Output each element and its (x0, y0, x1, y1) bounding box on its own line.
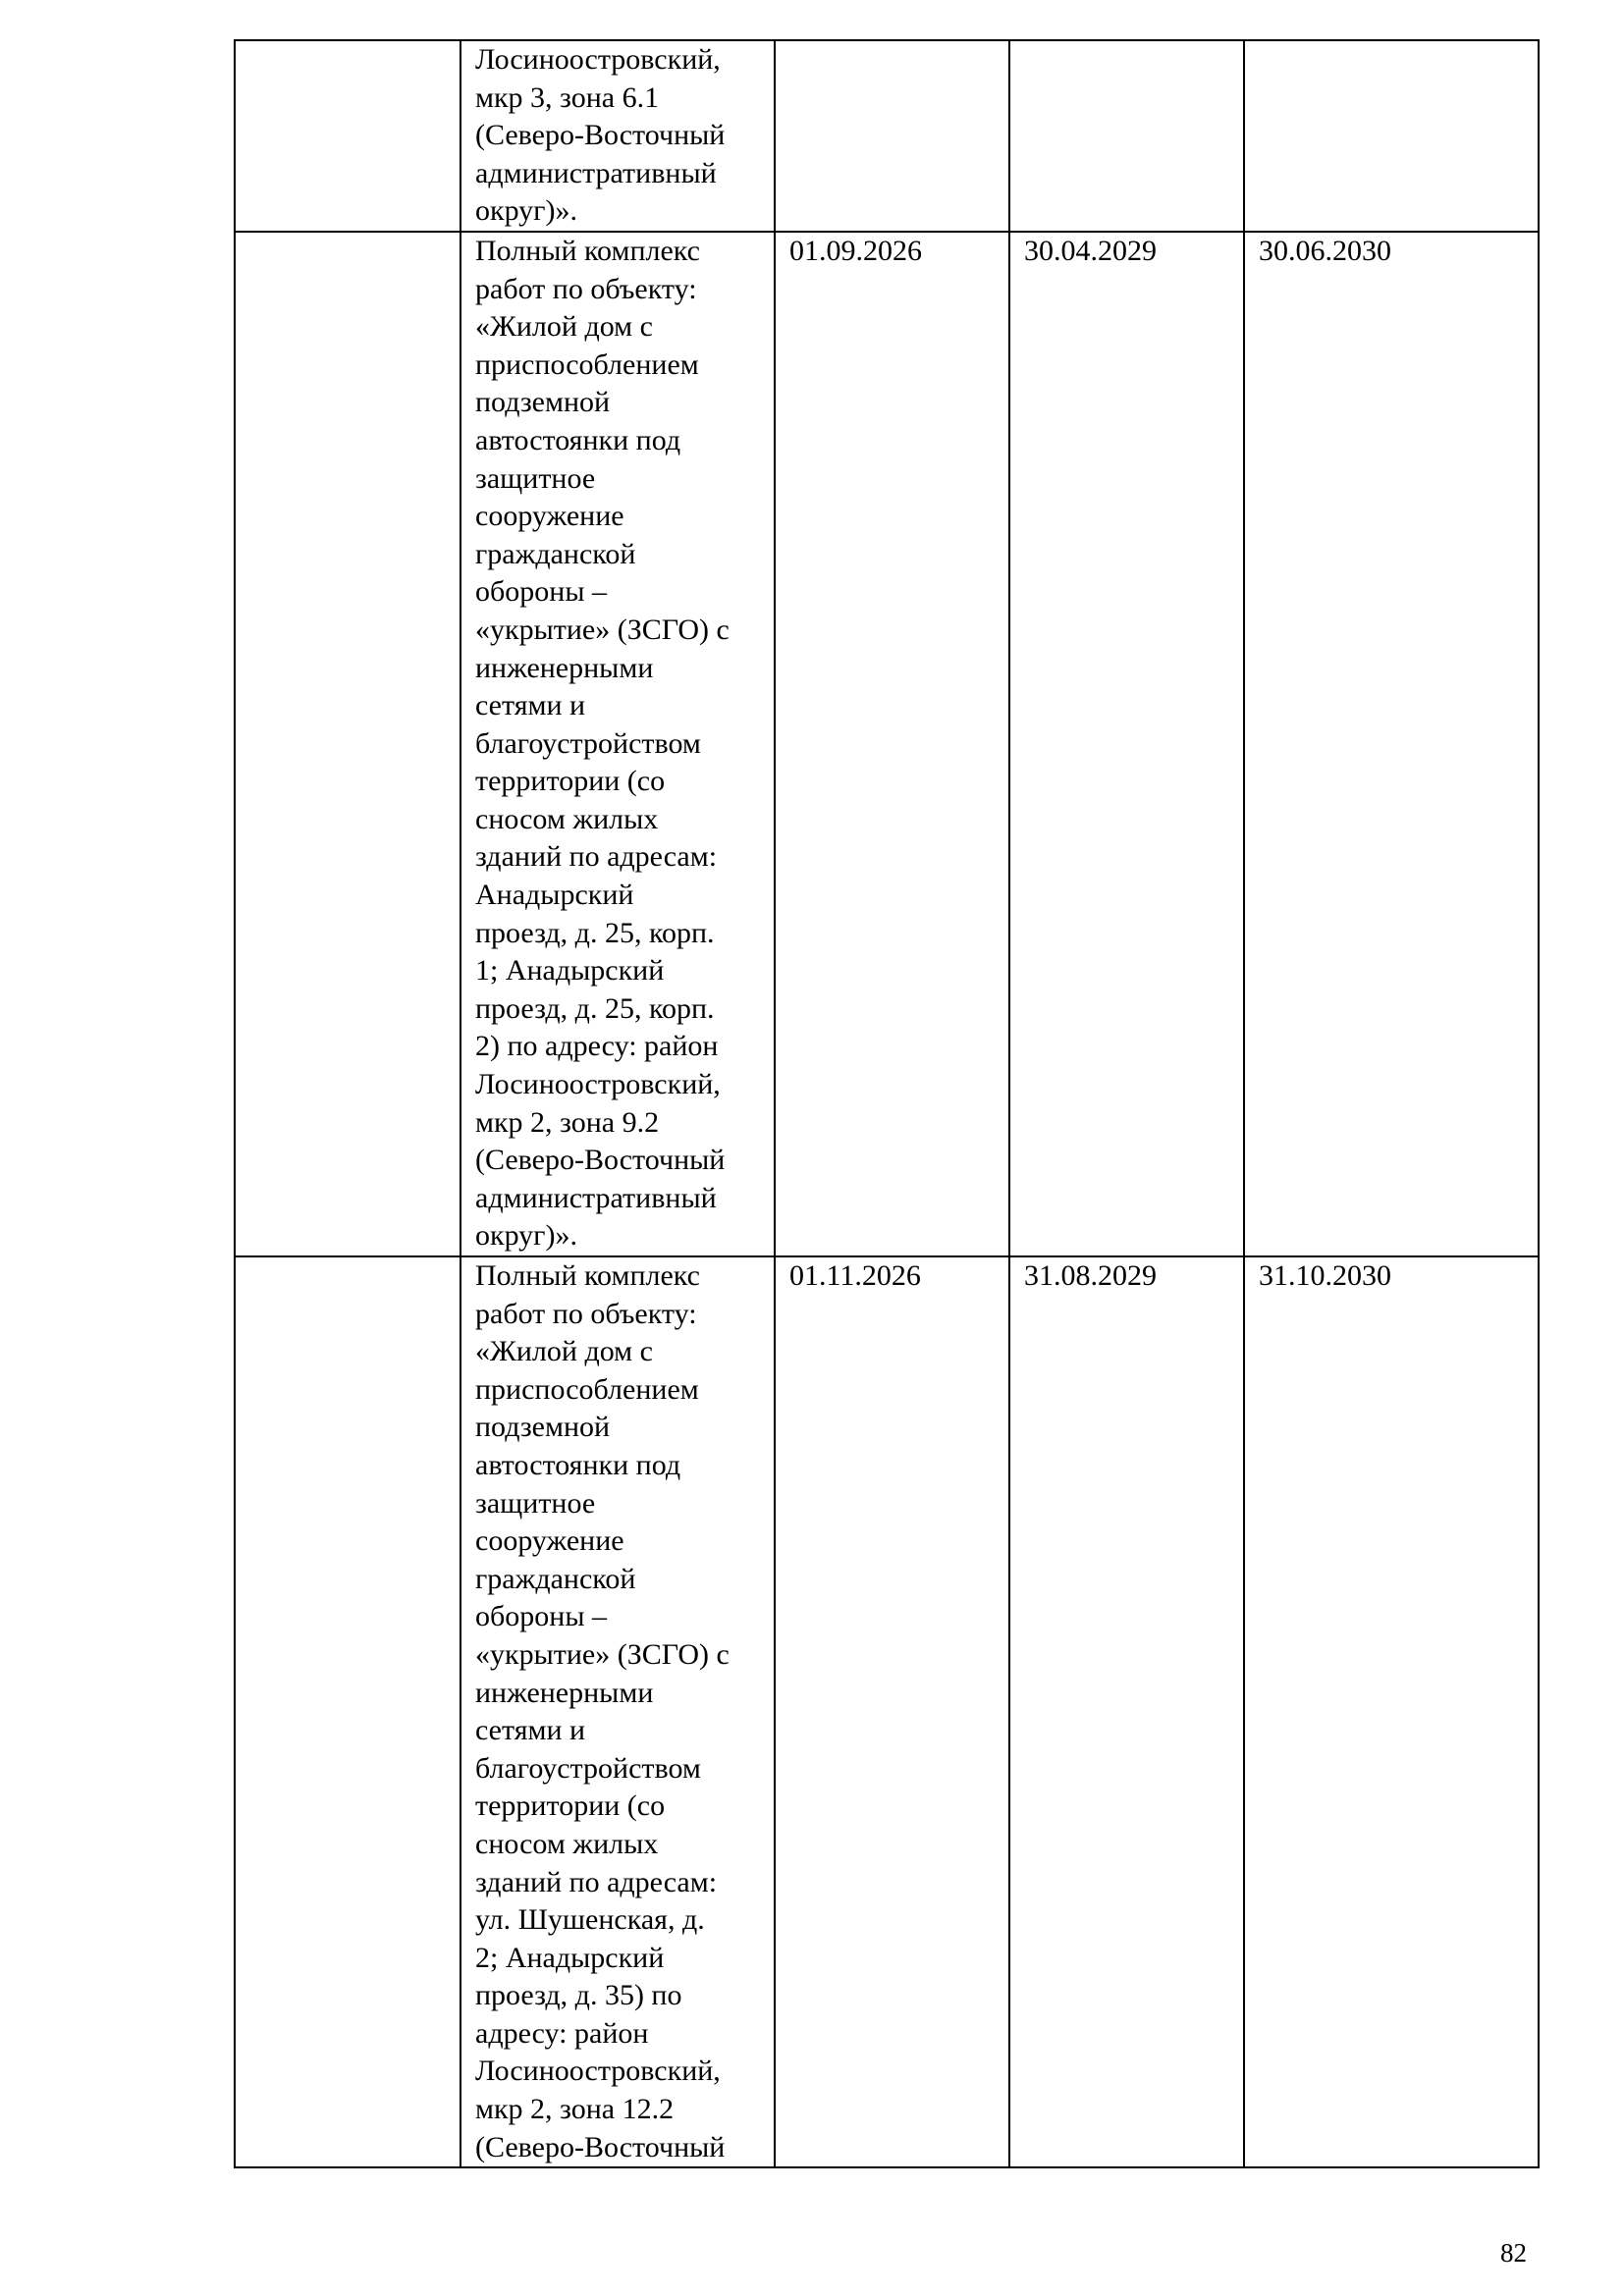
description-line: округ)». (475, 1219, 577, 1253)
description-line: (Северо-Восточный (475, 2130, 726, 2163)
description-line: приспособлением (475, 1372, 699, 1406)
description-line: работ по объекту: (475, 1297, 697, 1330)
description-line: ул. Шушенская, д. (475, 1903, 705, 1937)
description-line: сооружение (475, 500, 624, 533)
description-line: (Северо-Восточный (475, 119, 726, 152)
table-row (235, 1256, 1539, 2167)
description-line: административный (475, 156, 717, 189)
date-mid-cell: 30.04.2029 (1009, 232, 1244, 1256)
description-line: (Северо-Восточный (475, 1144, 726, 1177)
description-line: «укрытие» (ЗСГО) с (475, 1637, 730, 1671)
date-start-cell: 01.09.2026 (775, 232, 1009, 1256)
description-line: проезд, д. 35) по (475, 1979, 682, 2012)
date-start-cell (775, 40, 1009, 232)
description-line: Лосиноостровский, (475, 1068, 721, 1101)
description-line: 2; Анадырский (475, 1941, 665, 1974)
description-line: зданий по адресам: (475, 1865, 718, 1898)
description-line: адресу: район (475, 2016, 649, 2050)
date-end-cell (1244, 40, 1539, 232)
table-row (235, 40, 1539, 232)
description-line: мкр 2, зона 9.2 (475, 1105, 660, 1139)
description-line: Полный комплекс (475, 234, 700, 267)
date-end-cell: 31.10.2030 (1244, 1256, 1539, 2167)
description-line: «Жилой дом с (475, 1335, 653, 1368)
description-line: гражданской (475, 1562, 636, 1595)
description-line: «Жилой дом с (475, 310, 653, 344)
date-mid-cell: 31.08.2029 (1009, 1256, 1244, 2167)
description-line: обороны – (475, 1600, 607, 1633)
description-line: гражданской (475, 537, 636, 570)
table-cell-empty (235, 1256, 460, 2167)
description-line: благоустройством (475, 1751, 701, 1785)
description-line: защитное (475, 461, 596, 495)
description-line: обороны – (475, 575, 607, 609)
description-cell (460, 232, 775, 1256)
description-line: инженерными (475, 651, 654, 684)
description-line: сносом жилых (475, 802, 659, 835)
description-line: сооружение (475, 1524, 624, 1558)
date-start-cell: 01.11.2026 (775, 1256, 1009, 2167)
description-line: проезд, д. 25, корп. (475, 991, 715, 1025)
description-line: сносом жилых (475, 1827, 659, 1860)
description-line: Лосиноостровский, (475, 2055, 721, 2088)
description-line: Лосиноостровский, (475, 43, 721, 76)
description-line: округ)». (475, 194, 577, 228)
description-line: «укрытие» (ЗСГО) с (475, 613, 730, 646)
date-end-cell: 30.06.2030 (1244, 232, 1539, 1256)
description-line: инженерными (475, 1676, 654, 1709)
description-line: работ по объекту: (475, 272, 697, 305)
description-line: проезд, д. 25, корп. (475, 916, 715, 949)
date-mid-cell (1009, 40, 1244, 232)
description-line: 1; Анадырский (475, 954, 665, 988)
description-line: приспособлением (475, 347, 699, 381)
description-line: территории (со (475, 1789, 666, 1823)
table-row (235, 232, 1539, 1256)
description-line: автостоянки под (475, 423, 681, 456)
description-line: территории (со (475, 765, 666, 798)
description-line: автостоянки под (475, 1448, 681, 1481)
table-cell-empty (235, 40, 460, 232)
works-schedule-table (234, 39, 1540, 2168)
description-line: административный (475, 1181, 717, 1214)
page-number: 82 (1500, 2238, 1527, 2268)
description-line: подземной (475, 1411, 611, 1444)
description-line: Анадырский (475, 879, 634, 912)
description-line: сетями и (475, 1714, 586, 1747)
description-cell (460, 40, 775, 232)
description-line: 2) по адресу: район (475, 1030, 719, 1063)
description-line: мкр 2, зона 12.2 (475, 2093, 675, 2126)
description-line: благоустройством (475, 726, 701, 760)
description-line: защитное (475, 1486, 596, 1520)
description-line: зданий по адресам: (475, 840, 718, 874)
description-line: Полный комплекс (475, 1259, 700, 1292)
description-cell (460, 1256, 775, 2167)
description-line: сетями и (475, 689, 586, 722)
description-line: мкр 3, зона 6.1 (475, 80, 660, 114)
table-cell-empty (235, 232, 460, 1256)
description-line: подземной (475, 386, 611, 419)
